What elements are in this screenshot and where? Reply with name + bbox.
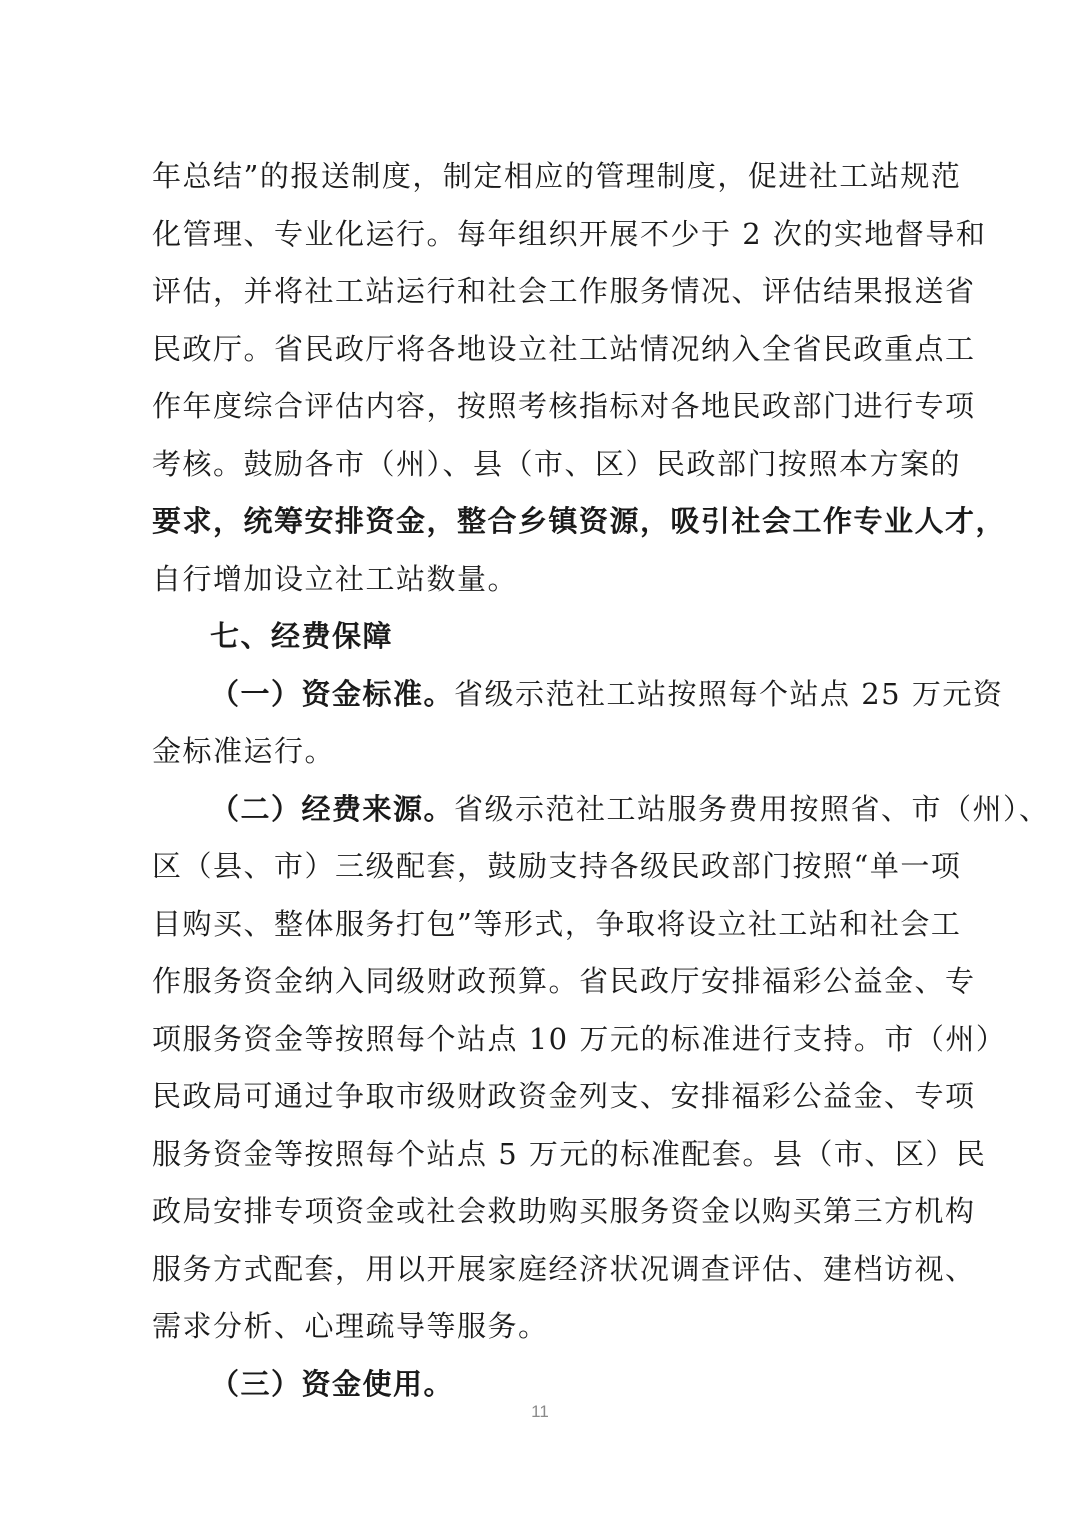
- body-line: 服务资金等按照每个站点 5 万元的标准配套。县（市、区）民: [152, 1136, 987, 1171]
- body-line: 政局安排专项资金或社会救助购买服务资金以购买第三方机构: [152, 1194, 976, 1228]
- body-line: 年总结”的报送制度，制定相应的管理制度，促进社工站规范: [152, 159, 962, 193]
- subsection-heading: （二）经费来源。: [210, 791, 455, 826]
- body-text: 省级示范社工站服务费用按照省、市（州）、: [454, 791, 1050, 826]
- body-line: 作年度综合评估内容，按照考核指标对各地民政部门进行专项: [152, 389, 976, 423]
- body-line: 自行增加设立社工站数量。: [152, 561, 519, 596]
- body-line: 作服务资金纳入同级财政预算。省民政厅安排福彩公益金、专: [152, 964, 976, 998]
- body-line: 目购买、整体服务打包”等形式，争取将设立社工站和社会工: [152, 906, 962, 941]
- document-body: [152, 148, 1050, 1413]
- body-line: 项服务资金等按照每个站点 10 万元的标准进行支持。市（州）: [152, 1021, 1007, 1056]
- subsection-heading: （三）资金使用。: [210, 1366, 455, 1401]
- section-heading: 七、经费保障: [210, 619, 394, 653]
- body-text: 省级示范社工站按照每个站点 25 万元资: [454, 676, 1004, 711]
- paragraph-funding-source: [152, 781, 1050, 839]
- body-line: 要求，统筹安排资金，整合乡镇资源，吸引社会工作专业人才，: [152, 504, 1007, 538]
- paragraph-funding-standard: [152, 666, 1004, 724]
- body-line: 服务方式配套，用以开展家庭经济状况调查评估、建档访视、: [152, 1251, 976, 1286]
- body-line: 民政厅。省民政厅将各地设立社工站情况纳入全省民政重点工: [152, 331, 976, 366]
- body-line: 需求分析、心理疏导等服务。: [152, 1309, 549, 1343]
- body-line: 金标准运行。: [152, 734, 336, 768]
- body-line: 化管理、专业化运行。每年组织开展不少于 2 次的实地督导和: [152, 216, 987, 251]
- body-line: 民政局可通过争取市级财政资金列支、安排福彩公益金、专项: [152, 1079, 976, 1113]
- body-line: 区（县、市）三级配套，鼓励支持各级民政部门按照“单一项: [152, 849, 962, 883]
- page-number: 11: [531, 1402, 549, 1421]
- subsection-heading: （一）资金标准。: [210, 676, 455, 711]
- body-line: 考核。鼓励各市（州）、县（市、区）民政部门按照本方案的: [152, 446, 962, 481]
- body-line: 评估，并将社工站运行和社会工作服务情况、评估结果报送省: [152, 274, 976, 308]
